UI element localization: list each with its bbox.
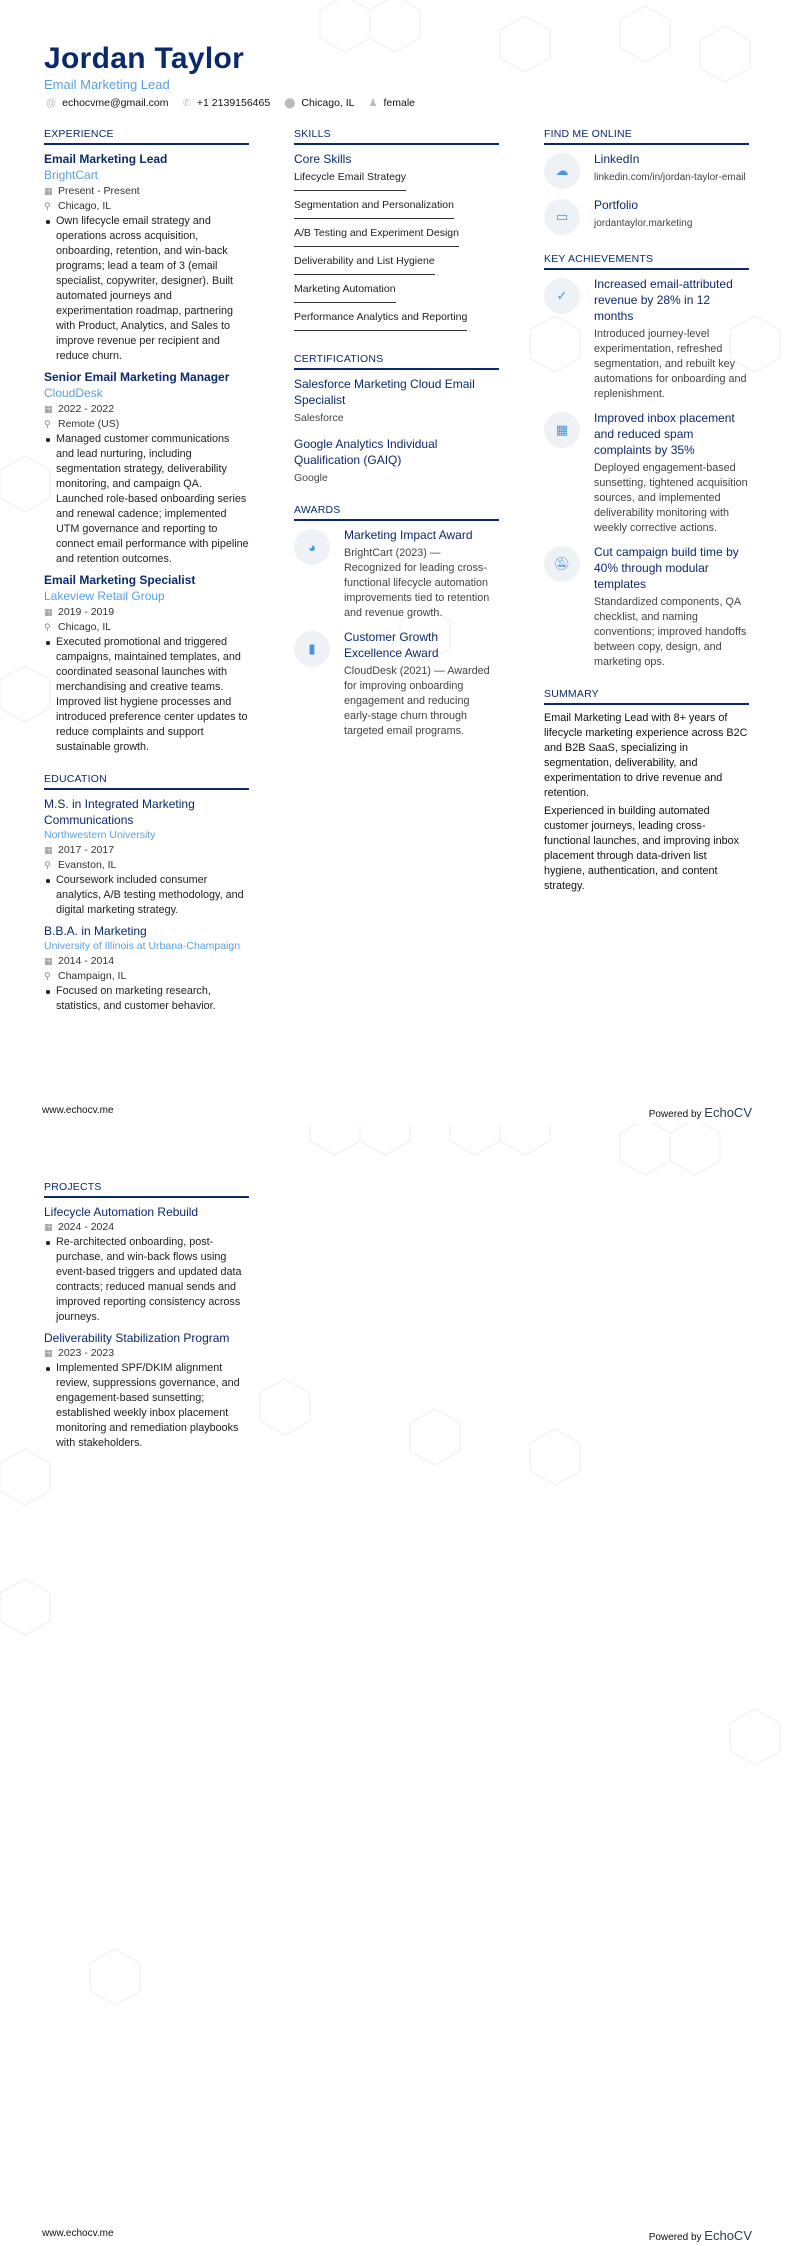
awards-section <box>294 504 499 739</box>
skill-item: Marketing Automation <box>294 279 396 303</box>
dates-text: 2023 - 2023 <box>58 1347 115 1359</box>
online-link-portfolio[interactable] <box>544 197 749 235</box>
education-section <box>44 773 249 1014</box>
achievement-item <box>544 410 749 536</box>
degree: B.B.A. in Marketing <box>44 924 147 938</box>
calendar-icon: ▦ <box>44 1348 53 1358</box>
section-heading: AWARDS <box>294 504 499 521</box>
link-value[interactable]: jordantaylor.marketing <box>594 218 693 229</box>
brand-logo: EchoCV <box>704 2228 752 2243</box>
calendar-icon: ▦ <box>44 404 53 414</box>
section-heading: SKILLS <box>294 128 499 145</box>
edu-bullet: Coursework included consumer analytics, A/B testing methodology, and digital marketing strategy. <box>44 873 249 918</box>
brand-logo: EchoCV <box>704 1105 752 1120</box>
company: BrightCart <box>44 168 99 182</box>
project-bullet: Implemented SPF/DKIM alignment review, suppressions governance, and engagement-based sunsetting; established weekly inbox placement monitoring and remediation playbooks with stakeholders. <box>44 1361 249 1451</box>
middle-column <box>294 128 499 757</box>
job-dates <box>44 184 249 199</box>
achievement-desc: Introduced journey-level experimentation, refreshed segmentation, and rebuilt key automations for onboarding and replenishment. <box>594 328 747 400</box>
cert-name: Google Analytics Individual Qualification (GAIQ) <box>294 437 438 467</box>
dates-text: 2014 - 2014 <box>58 955 115 967</box>
contact-email[interactable] <box>46 97 169 109</box>
skill-item: Lifecycle Email Strategy <box>294 167 406 191</box>
calendar-icon: ▦ <box>44 845 53 855</box>
section-heading: CERTIFICATIONS <box>294 353 499 370</box>
achievement-title: Improved inbox placement and reduced spam complaints by 35% <box>594 411 735 457</box>
dates-text: 2024 - 2024 <box>58 1221 115 1233</box>
award-title: Customer Growth Excellence Award <box>344 630 439 660</box>
education-item <box>44 923 249 1014</box>
cert-issuer: Salesforce <box>294 412 344 424</box>
project-title: Deliverability Stabilization Program <box>44 1331 230 1345</box>
achievement-title: Increased email-attributed revenue by 28% in 12 months <box>594 277 733 323</box>
skill-item: Performance Analytics and Reporting <box>294 307 467 331</box>
achievement-desc: Deployed engagement-based sunsetting, tightened acquisition sources, and implemented deliverability monitoring with weekly corrective actions. <box>594 462 748 534</box>
location-text: Remote (US) <box>58 418 120 430</box>
location-icon: ⚲ <box>44 201 51 211</box>
skill-item: Segmentation and Personalization <box>294 195 454 219</box>
dates-text: Present - Present <box>58 185 140 197</box>
footer-site-link[interactable]: www.echocv.me <box>42 1105 114 1116</box>
calendar-icon: ▭ <box>544 199 580 235</box>
calendar-chart-icon: ▦ <box>544 412 580 448</box>
calendar-icon: ▦ <box>44 1222 53 1232</box>
job-location <box>44 417 249 432</box>
contact-location <box>284 97 354 109</box>
education-item <box>44 796 249 918</box>
job-dates <box>44 605 249 620</box>
award-desc: CloudDesk (2021) — Awarded for improving onboarding engagement and reducing early-stage churn through targeted email programs. <box>344 665 490 737</box>
project-title: Lifecycle Automation Rebuild <box>44 1205 199 1219</box>
online-link-linkedin[interactable] <box>544 151 749 189</box>
location-text: Chicago, IL <box>58 200 112 212</box>
job-bullet: Executed promotional and triggered campaigns, maintained templates, and coordinated seasonal launches with merchandising and creative teams. Improved list hygiene processes and introduced preference center updates to reduce complaints and support sustainable growth. <box>44 635 249 755</box>
job-bullet: Managed customer communications and lead nurturing, including segmentation strategy, deliverability monitoring, and campaign QA. Launched role-based onboarding series and renewal cadence; implemented UTM governance and reporting to connect email performance with pipeline and retention outcomes. <box>44 432 249 567</box>
job-title: Senior Email Marketing Manager <box>44 370 230 384</box>
calendar-icon: ▦ <box>44 956 53 966</box>
section-heading: KEY ACHIEVEMENTS <box>544 253 749 270</box>
job-title: Email Marketing Lead <box>44 152 168 166</box>
left-column <box>44 128 249 1032</box>
footer-powered-by[interactable] <box>649 1105 752 1120</box>
experience-item <box>44 572 249 755</box>
award-desc: BrightCart (2023) — Recognized for leading cross-functional lifecycle automation improvements tied to retention and revenue growth. <box>344 547 490 619</box>
calendar-icon: ▦ <box>44 607 53 617</box>
cert-issuer: Google <box>294 472 328 484</box>
experience-section <box>44 128 249 755</box>
candidate-name: Jordan Taylor <box>44 42 245 75</box>
location-text: Chicago, IL <box>301 97 355 109</box>
right-column <box>544 128 749 912</box>
cloud-icon: ☁ <box>544 153 580 189</box>
user-icon: ♟ <box>368 98 378 109</box>
job-dates <box>44 402 249 417</box>
award-title: Marketing Impact Award <box>344 528 473 542</box>
phone-text: +1 2139156465 <box>196 97 271 109</box>
achievement-item <box>544 544 749 670</box>
school: Northwestern University <box>44 829 156 841</box>
check-icon: ✓ <box>544 278 580 314</box>
link-label: Portfolio <box>594 198 639 212</box>
project-item <box>44 1204 249 1325</box>
online-section <box>544 128 749 235</box>
achievement-desc: Standardized components, QA checklist, and naming conventions; improved handoffs between copy, design, and marketing ops. <box>594 596 747 668</box>
projects-section <box>44 1181 249 1451</box>
project-dates <box>44 1346 249 1361</box>
location-text: Chicago, IL <box>58 621 112 633</box>
location-text: Champaign, IL <box>58 970 127 982</box>
location-icon: ⚲ <box>44 622 51 632</box>
job-bullet: Own lifecycle email strategy and operations across acquisition, onboarding, retention, and win-back programs; lead a team of 3 (email specialist, copywriter, designer). Built automated journeys and experimentation roadmap, partnering with Product, Analytics, and Sales to improve revenue per recipient and reduce churn. <box>44 214 249 364</box>
achievement-item <box>544 276 749 402</box>
gender-text: female <box>383 97 416 109</box>
degree: M.S. in Integrated Marketing Communications <box>44 797 195 827</box>
project-bullet: Re-architected onboarding, post-purchase, and win-back flows using event-based triggers and updated data contracts; reduced manual sends and improved reporting consistency across journeys. <box>44 1235 249 1325</box>
calendar-icon: ▦ <box>44 186 53 196</box>
section-heading: SUMMARY <box>544 688 749 705</box>
company: CloudDesk <box>44 386 103 400</box>
powered-text: Powered by <box>648 1109 702 1120</box>
section-heading: FIND ME ONLINE <box>544 128 749 145</box>
contact-phone[interactable] <box>183 97 271 109</box>
footer-powered-by[interactable] <box>649 2228 752 2243</box>
at-icon: @ <box>46 98 57 109</box>
contact-info <box>46 97 415 109</box>
skill-item: A/B Testing and Experiment Design <box>294 223 459 247</box>
section-heading: PROJECTS <box>44 1181 249 1198</box>
award-item <box>294 527 499 621</box>
experience-item <box>44 369 249 567</box>
location-icon: ⚲ <box>44 419 51 429</box>
candidate-role: Email Marketing Lead <box>44 77 170 92</box>
award-item <box>294 629 499 739</box>
location-text: Evanston, IL <box>58 859 117 871</box>
project-item <box>44 1330 249 1451</box>
achievement-title: Cut campaign build time by 40% through modular templates <box>594 545 739 591</box>
experience-item <box>44 151 249 364</box>
edu-dates <box>44 843 249 858</box>
powered-text: Powered by <box>648 2232 702 2243</box>
phone-icon: ✆ <box>182 98 191 109</box>
skill-item: Deliverability and List Hygiene <box>294 251 435 275</box>
footer-site-link[interactable]: www.echocv.me <box>42 2228 114 2239</box>
link-value[interactable]: linkedin.com/in/jordan-taylor-email <box>594 172 746 183</box>
school: University of Illinois at Urbana-Champaign <box>44 940 241 952</box>
summary-paragraph: Experienced in building automated customer journeys, leading cross-functional launches, and improving inbox placement through data-driven list hygiene, authentication, and content strategy. <box>544 805 740 892</box>
project-dates <box>44 1220 249 1235</box>
file-icon: ▮ <box>294 631 330 667</box>
pie-chart-icon: ◕ <box>294 529 330 565</box>
dates-text: 2019 - 2019 <box>58 606 115 618</box>
bell-off-icon: 🔕︎ <box>544 546 580 582</box>
left-column <box>44 1181 249 1469</box>
edu-location <box>44 858 249 873</box>
dates-text: 2017 - 2017 <box>58 844 115 856</box>
edu-location <box>44 969 249 984</box>
summary-paragraph: Email Marketing Lead with 8+ years of lifecycle marketing experience across B2C and B2B SaaS, specializing in segmentation, deliverability, and experimentation to drive revenue and retention. <box>544 712 748 799</box>
section-heading: EDUCATION <box>44 773 249 790</box>
dates-text: 2022 - 2022 <box>58 403 115 415</box>
cert-name: Salesforce Marketing Cloud Email Specialist <box>294 377 475 407</box>
resume-page-2 <box>0 1123 794 2246</box>
job-location <box>44 199 249 214</box>
contact-gender <box>369 97 415 109</box>
job-location <box>44 620 249 635</box>
skills-section <box>294 128 499 335</box>
company: Lakeview Retail Group <box>44 589 165 603</box>
skill-group-title: Core Skills <box>294 152 352 166</box>
link-label: LinkedIn <box>594 152 640 166</box>
achievements-section <box>544 253 749 670</box>
email-text: echocvme@gmail.com <box>62 97 169 109</box>
edu-dates <box>44 954 249 969</box>
certifications-section <box>294 353 499 486</box>
job-title: Email Marketing Specialist <box>44 573 196 587</box>
location-icon: ⚲ <box>44 860 51 870</box>
summary-section <box>544 688 749 894</box>
location-icon: ⬤ <box>284 98 296 109</box>
section-heading: EXPERIENCE <box>44 128 249 145</box>
location-icon: ⚲ <box>44 971 51 981</box>
edu-bullet: Focused on marketing research, statistics, and customer behavior. <box>44 984 249 1014</box>
